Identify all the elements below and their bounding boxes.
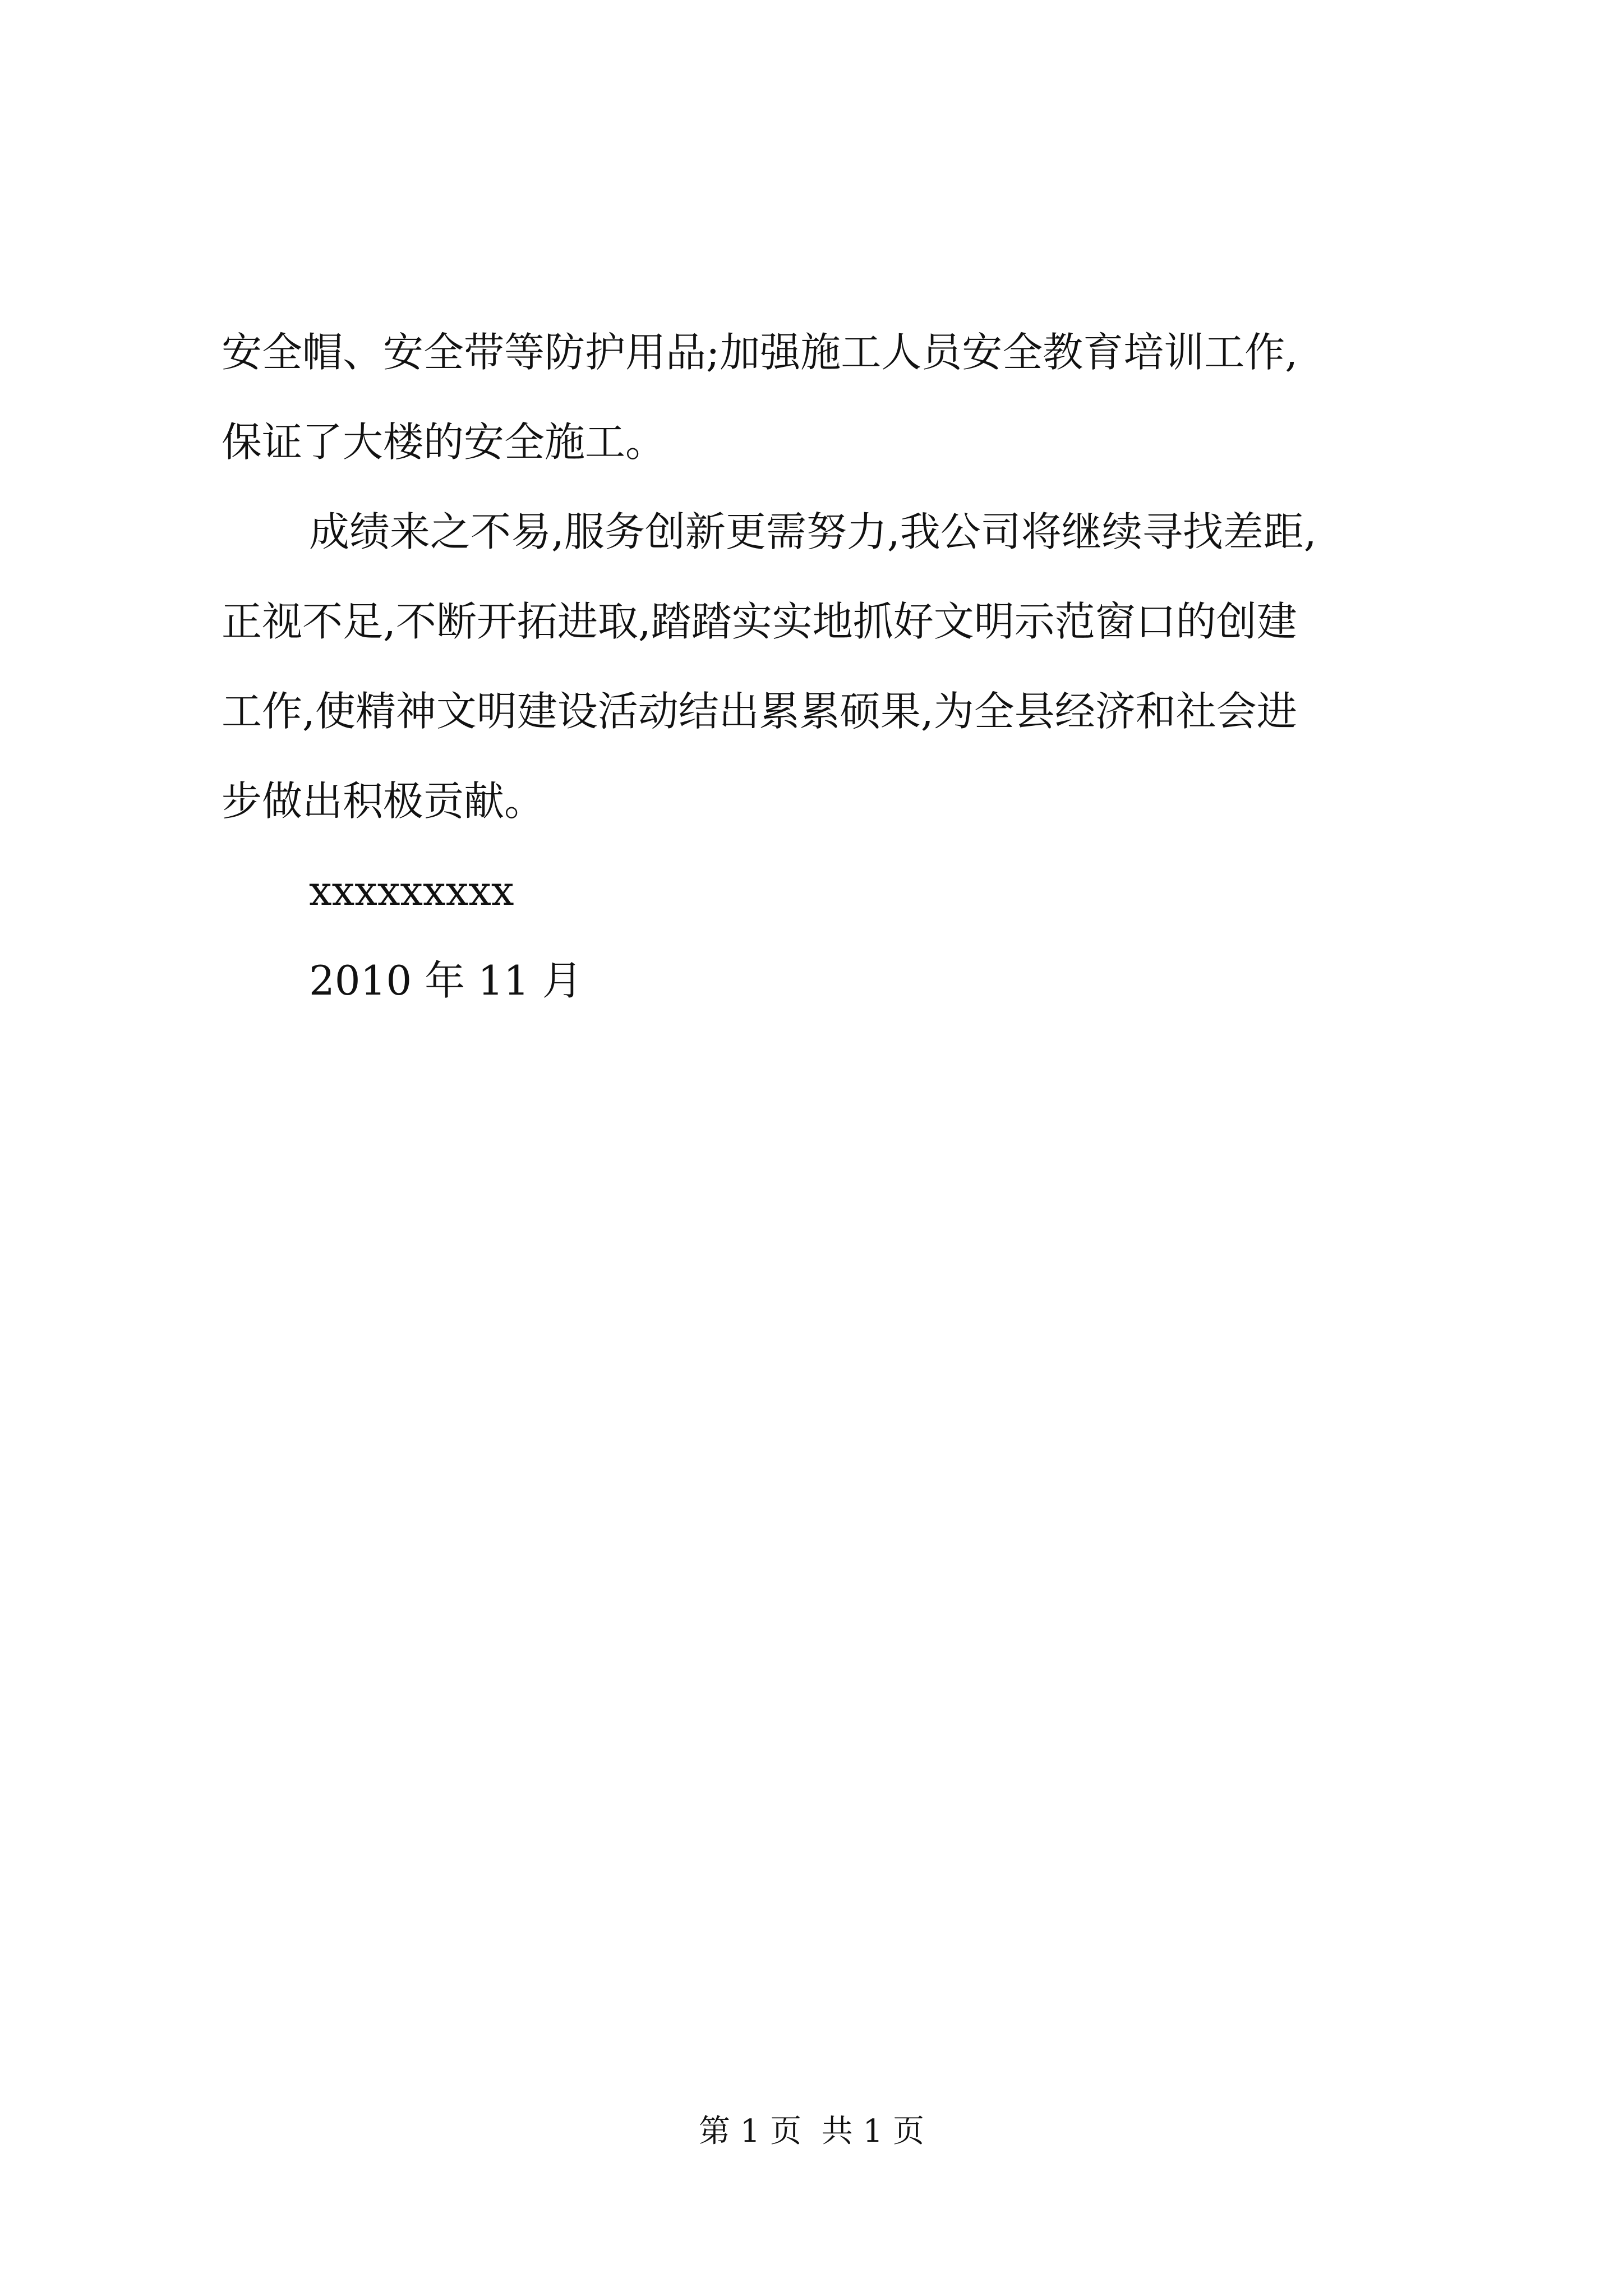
document-body — [222, 307, 1433, 1025]
signature: xxxxxxxxx — [309, 867, 514, 914]
document-date: 2010 年 11 月 — [309, 957, 583, 1004]
total-unit: 页 — [893, 2113, 925, 2150]
text-line: 保证了大楼的安全施工。 — [222, 418, 666, 466]
page-prefix: 第 — [698, 2113, 730, 2150]
page-unit: 页 — [770, 2113, 802, 2150]
text-line: 正视不足,不断开拓进取,踏踏实实地抓好文明示范窗口的创建 — [222, 598, 1297, 645]
total-prefix: 共 — [821, 2113, 853, 2150]
signature-block — [222, 846, 1433, 1025]
page-footer — [0, 2109, 1623, 2154]
paragraph-conclusion — [222, 487, 1433, 846]
page-number: 1 — [740, 2113, 760, 2150]
text-line: 工作,使精神文明建设活动结出累累硕果,为全县经济和社会进 — [222, 688, 1297, 735]
paragraph-continuation — [222, 307, 1433, 487]
total-pages: 1 — [863, 2113, 883, 2150]
text-line: 步做出积极贡献。 — [222, 777, 545, 825]
text-line: 成绩来之不易,服务创新更需努力,我公司将继续寻找差距, — [309, 508, 1317, 555]
text-line: 安全帽、安全带等防护用品;加强施工人员安全教育培训工作, — [222, 329, 1298, 376]
